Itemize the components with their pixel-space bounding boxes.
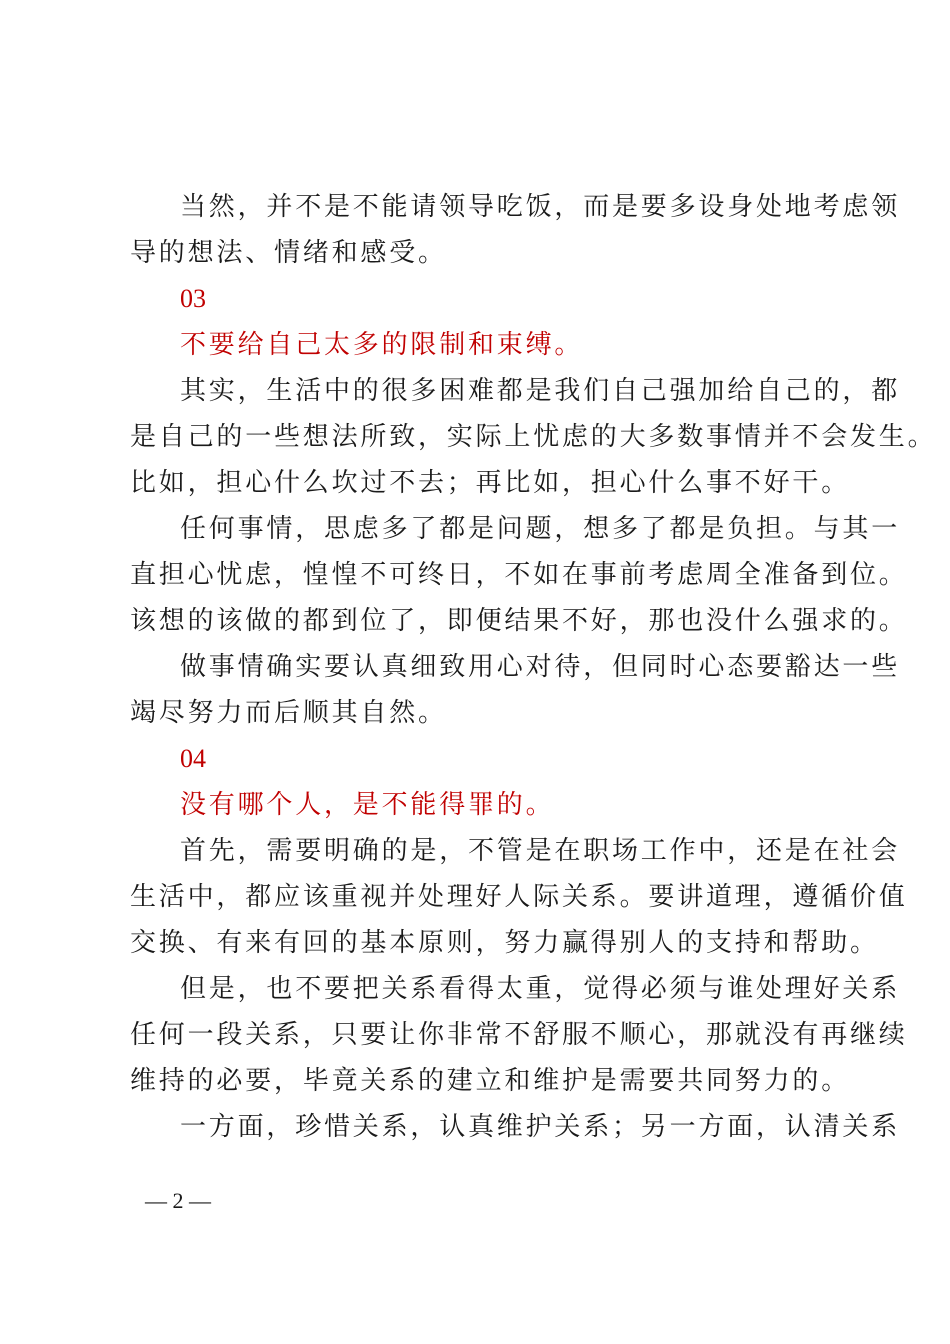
paragraph-line: 导的想法、情绪和感受。 [130,238,447,268]
paragraph-line: 当然，并不是不能请领导吃饭，而是要多设身处地考虑领 [180,192,901,222]
section-heading: 不要给自己太多的限制和束缚。 [180,330,584,360]
section-number: 04 [180,744,206,773]
paragraph-line: 一方面，珍惜关系，认真维护关系；另一方面，认清关系 [180,1112,901,1142]
paragraph-line: 维持的必要，毕竟关系的建立和维护是需要共同努力的。 [130,1066,851,1096]
page-number: — 2 — [145,1188,211,1213]
paragraph-line: 任何一段关系，只要让你非常不舒服不顺心，那就没有再继续 [130,1020,908,1050]
paragraph-line: 但是，也不要把关系看得太重，觉得必须与谁处理好关系 [180,974,901,1004]
paragraph-line: 生活中，都应该重视并处理好人际关系。要讲道理，遵循价值 [130,882,908,912]
paragraph-line: 任何事情，思虑多了都是问题，想多了都是负担。与其一 [180,514,901,544]
paragraph-line: 是自己的一些想法所致，实际上忧虑的大多数事情并不会发生。 [130,422,937,452]
document-body [130,184,937,1150]
paragraph-line: 比如，担心什么坎过不去；再比如，担心什么事不好干。 [130,468,851,498]
paragraph-line: 直担心忧虑，惶惶不可终日，不如在事前考虑周全准备到位。 [130,560,908,590]
paragraph-line: 做事情确实要认真细致用心对待，但同时心态要豁达一些 [180,652,901,682]
paragraph-line: 竭尽努力而后顺其自然。 [130,698,447,728]
paragraph-line: 该想的该做的都到位了，即便结果不好，那也没什么强求的。 [130,606,908,636]
paragraph-line: 交换、有来有回的基本原则，努力赢得别人的支持和帮助。 [130,928,879,958]
section-heading: 没有哪个人，是不能得罪的。 [180,790,555,820]
section-number: 03 [180,284,206,313]
paragraph-line: 首先，需要明确的是，不管是在职场工作中，还是在社会 [180,836,901,866]
paragraph-line: 其实，生活中的很多困难都是我们自己强加给自己的，都 [180,376,901,406]
